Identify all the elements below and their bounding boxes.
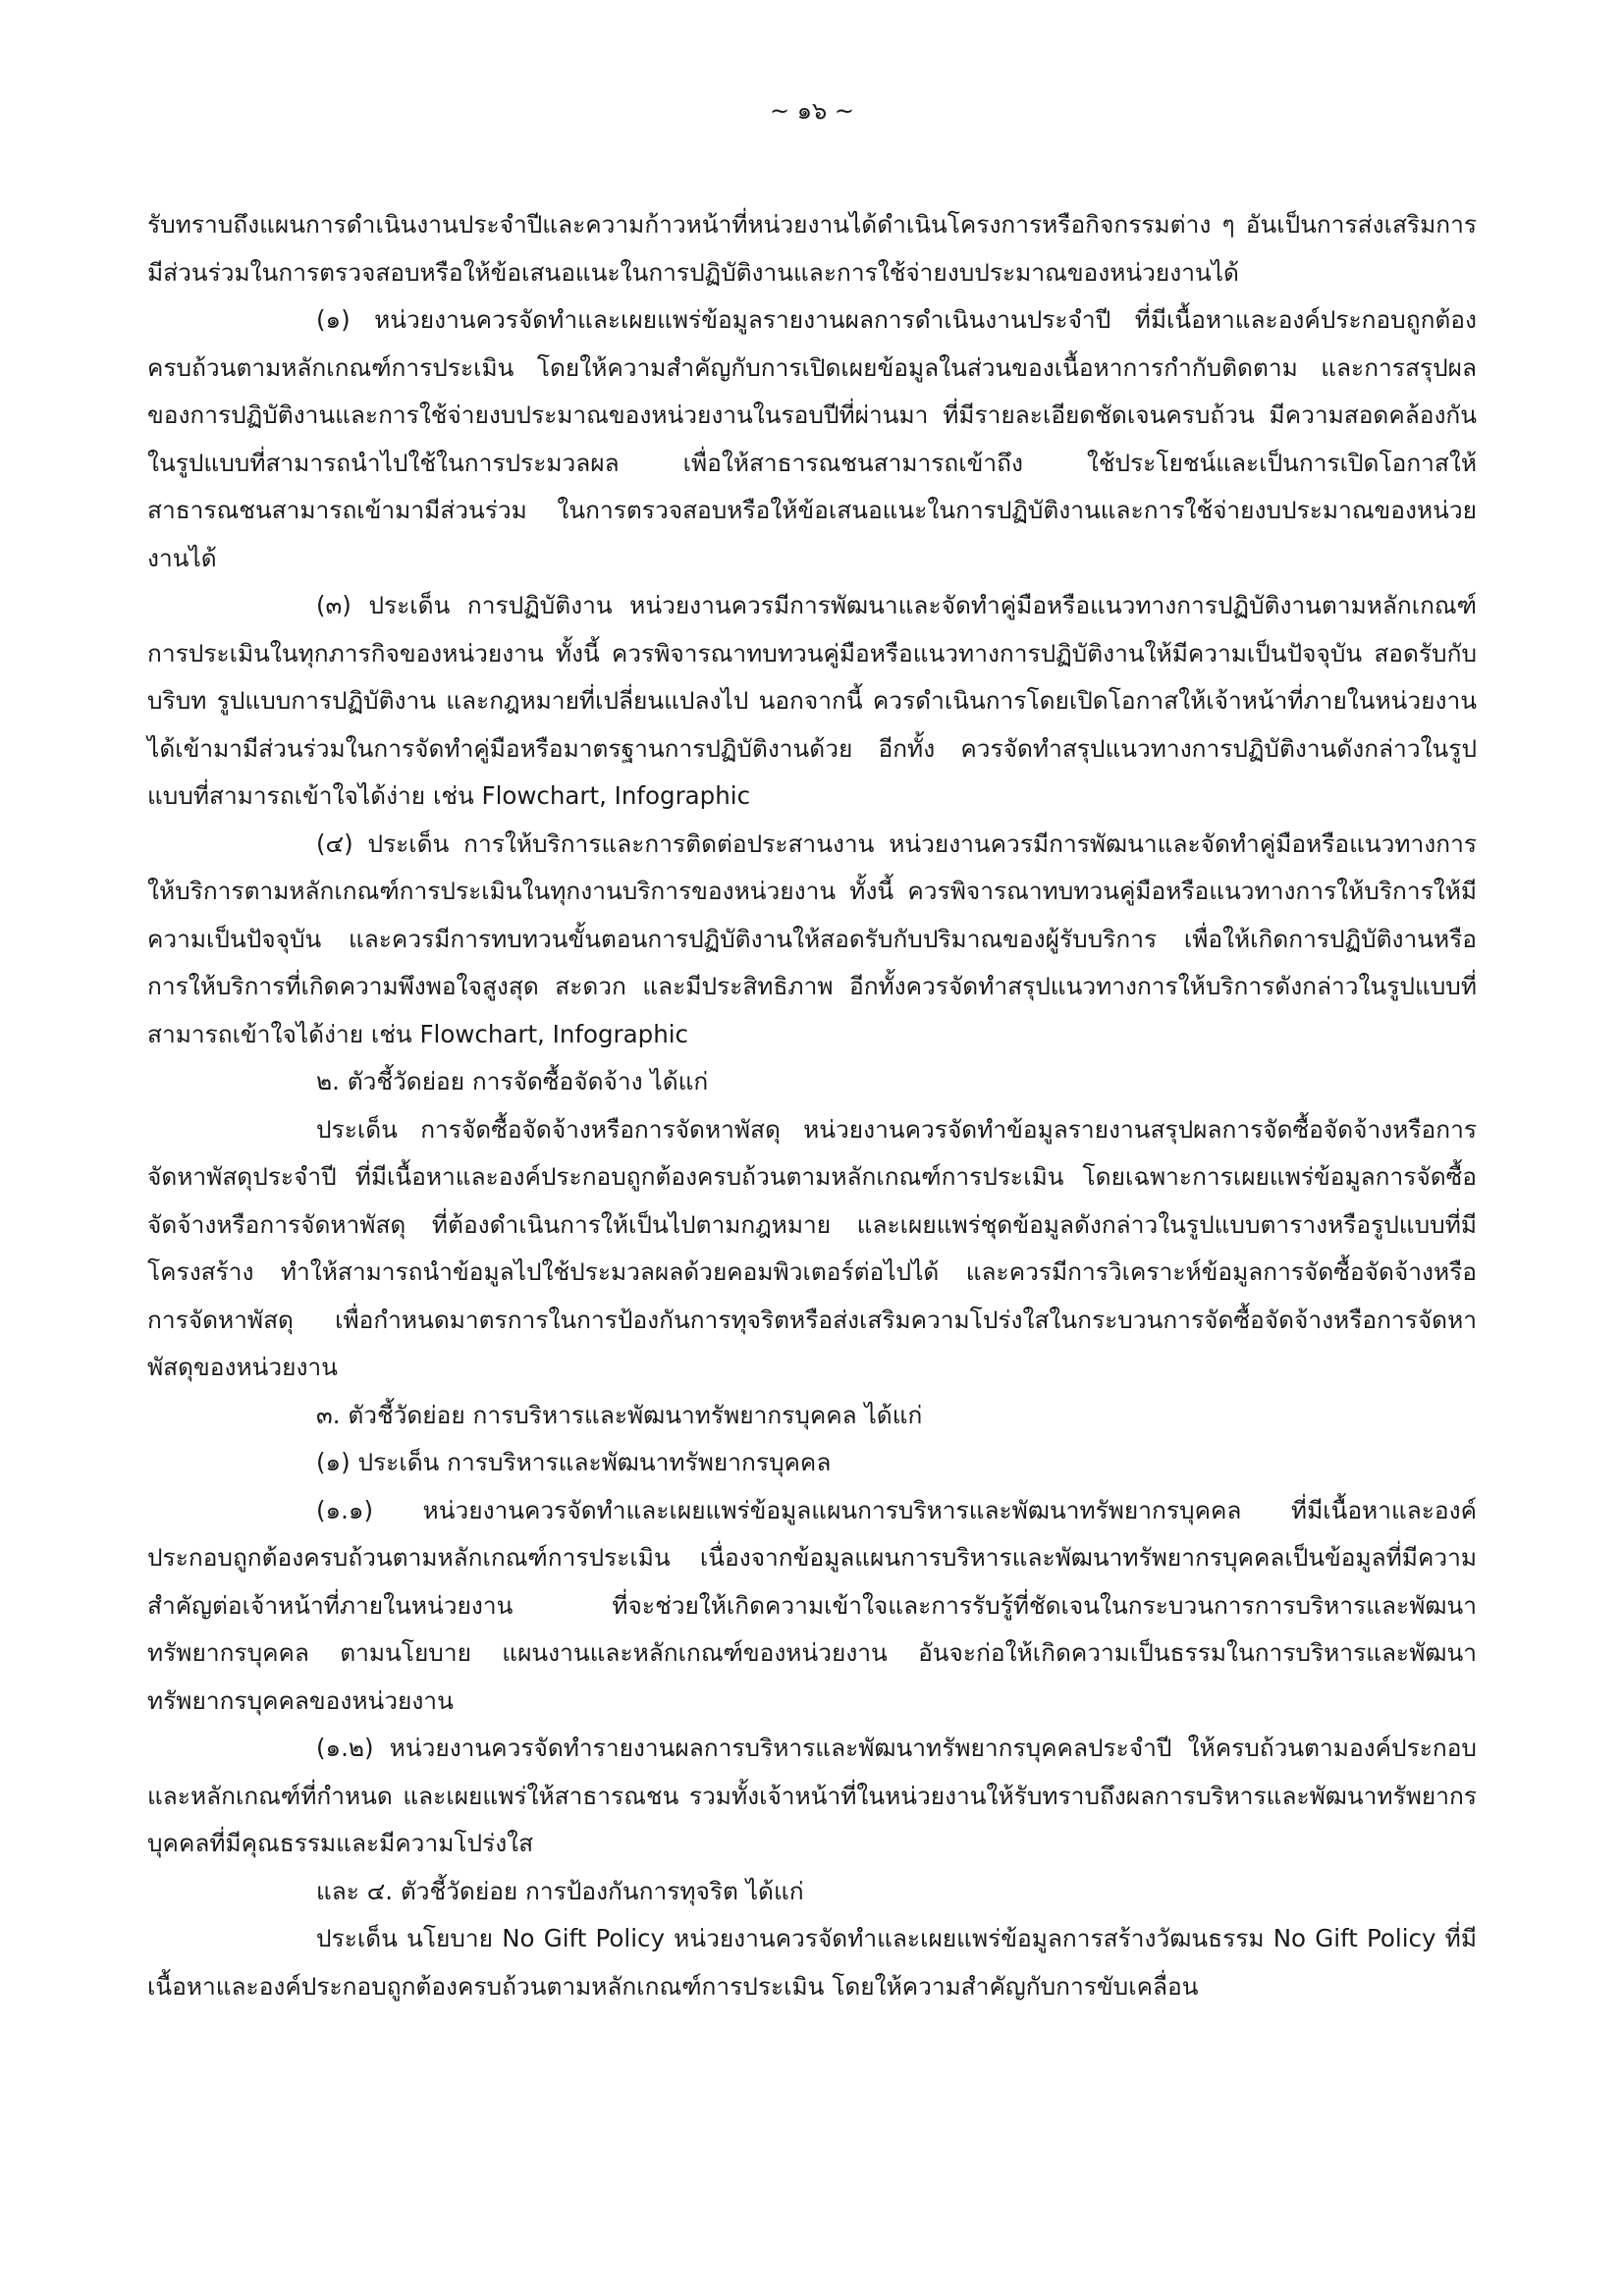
paragraph: (๑.๒) หน่วยงานควรจัดทำรายงานผลการบริหารและพัฒนาทรัพยากรบุคคลประจำปี ให้ครบถ้วนตามองค์ประกอบและหลักเกณฑ์ที่กำหนด และเผยแพร่ให้สาธารณชน รวมทั้งเจ้าหน้าที่ในหน่วยงานให้รับทราบถึงผลการบริหารและพัฒนาทรัพยากรบุคคลที่มีคุณธรรมและมีความโปร่งใส (147, 1734, 1477, 1857)
paragraph: และ ๔. ตัวชี้วัดย่อย การป้องกันการทุจริต ได้แก่ (316, 1876, 804, 1905)
paragraph: รับทราบถึงแผนการดำเนินงานประจำปีและความก้าวหน้าที่หน่วยงานได้ดำเนินโครงการหรือกิจกรรมต่าง ๆ อันเป็นการส่งเสริมการมีส่วนร่วมในการตรวจสอบหรือให้ข้อเสนอแนะในการปฏิบัติงานและการใช้จ่ายงบประมาณของหน่วยงานได้ (147, 210, 1477, 287)
paragraph: (๔) ประเด็น การให้บริการและการติดต่อประสานงาน หน่วยงานควรมีการพัฒนาและจัดทำคู่มือหรือแนวทางการให้บริการตามหลักเกณฑ์การประเมินในทุกงานบริการของหน่วยงาน ทั้งนี้ ควรพิจารณาทบทวนคู่มือหรือแนวทางการให้บริการให้มีความเป็นปัจจุบัน และควรมีการทบทวนขั้นตอนการปฏิบัติงานให้สอดรับกับปริมาณของผู้รับบริการ เพื่อให้เกิดการปฏิบัติงานหรือการให้บริการที่เกิดความพึงพอใจสูงสุด สะดวก และมีประสิทธิภาพ อีกทั้งควรจัดทำสรุปแนวทางการให้บริการดังกล่าวในรูปแบบที่สามารถเข้าใจได้ง่าย เช่น Flowchart, Infographic (147, 828, 1477, 1048)
page-number: ~ ๑๖ ~ (770, 97, 854, 125)
document-body (147, 201, 1477, 2010)
paragraph: ประเด็น นโยบาย No Gift Policy หน่วยงานควรจัดทำและเผยแพร่ข้อมูลการสร้างวัฒนธรรม No Gift Policy ที่มีเนื้อหาและองค์ประกอบถูกต้องครบถ้วนตามหลักเกณฑ์การประเมิน โดยให้ความสำคัญกับการขับเคลื่อน (147, 1924, 1477, 2001)
paragraph: ประเด็น การจัดซื้อจัดจ้างหรือการจัดหาพัสดุ หน่วยงานควรจัดทำข้อมูลรายงานสรุปผลการจัดซื้อจัดจ้างหรือการจัดหาพัสดุประจำปี ที่มีเนื้อหาและองค์ประกอบถูกต้องครบถ้วนตามหลักเกณฑ์การประเมิน โดยเฉพาะการเผยแพร่ข้อมูลการจัดซื้อจัดจ้างหรือการจัดหาพัสดุ ที่ต้องดำเนินการให้เป็นไปตามกฎหมาย และเผยแพร่ชุดข้อมูลดังกล่าวในรูปแบบตารางหรือรูปแบบที่มีโครงสร้าง ทำให้สามารถนำข้อมูลไปใช้ประมวลผลด้วยคอมพิวเตอร์ต่อไปได้ และควรมีการวิเคราะห์ข้อมูลการจัดซื้อจัดจ้างหรือการจัดหาพัสดุ เพื่อกำหนดมาตรการในการป้องกันการทุจริตหรือส่งเสริมความโปร่งใสในกระบวนการจัดซื้อจัดจ้างหรือการจัดหาพัสดุของหน่วยงาน (147, 1114, 1477, 1381)
paragraph: (๓) ประเด็น การปฏิบัติงาน หน่วยงานควรมีการพัฒนาและจัดทำคู่มือหรือแนวทางการปฏิบัติงานตามหลักเกณฑ์การประเมินในทุกภารกิจของหน่วยงาน ทั้งนี้ ควรพิจารณาทบทวนคู่มือหรือแนวทางการปฏิบัติงานให้มีความเป็นปัจจุบัน สอดรับกับบริบท รูปแบบการปฏิบัติงาน และกฎหมายที่เปลี่ยนแปลงไป นอกจากนี้ ควรดำเนินการโดยเปิดโอกาสให้เจ้าหน้าที่ภายในหน่วยงาน ได้เข้ามามีส่วนร่วมในการจัดทำคู่มือหรือมาตรฐานการปฏิบัติงานด้วย อีกทั้ง ควรจัดทำสรุปแนวทางการปฏิบัติงานดังกล่าวในรูปแบบที่สามารถเข้าใจได้ง่าย เช่น Flowchart, Infographic (147, 591, 1477, 810)
paragraph: (๑) หน่วยงานควรจัดทำและเผยแพร่ข้อมูลรายงานผลการดำเนินงานประจำปี ที่มีเนื้อหาและองค์ประกอบถูกต้องครบถ้วนตามหลักเกณฑ์การประเมิน โดยให้ความสำคัญกับการเปิดเผยข้อมูลในส่วนของเนื้อหาการกำกับติดตาม และการสรุปผลของการปฏิบัติงานและการใช้จ่ายงบประมาณของหน่วยงานในรอบปีที่ผ่านมา ที่มีรายละเอียดชัดเจนครบถ้วน มีความสอดคล้องกัน ในรูปแบบที่สามารถนำไปใช้ในการประมวลผล เพื่อให้สาธารณชนสามารถเข้าถึง ใช้ประโยชน์และเป็นการเปิดโอกาสให้สาธารณชนสามารถเข้ามามีส่วนร่วม ในการตรวจสอบหรือให้ข้อเสนอแนะในการปฏิบัติงานและการใช้จ่ายงบประมาณของหน่วยงานได้ (147, 305, 1477, 572)
paragraph: ๒. ตัวชี้วัดย่อย การจัดซื้อจัดจ้าง ได้แก่ (316, 1067, 709, 1095)
paragraph: (๑.๑) หน่วยงานควรจัดทำและเผยแพร่ข้อมูลแผนการบริหารและพัฒนาทรัพยากรบุคคล ที่มีเนื้อหาและองค์ประกอบถูกต้องครบถ้วนตามหลักเกณฑ์การประเมิน เนื่องจากข้อมูลแผนการบริหารและพัฒนาทรัพยากรบุคคลเป็นข้อมูลที่มีความสำคัญต่อเจ้าหน้าที่ภายในหน่วยงาน ที่จะช่วยให้เกิดความเข้าใจและการรับรู้ที่ชัดเจนในกระบวนการการบริหารและพัฒนาทรัพยากรบุคคล ตามนโยบาย แผนงานและหลักเกณฑ์ของหน่วยงาน อันจะก่อให้เกิดความเป็นธรรมในการบริหารและพัฒนาทรัพยากรบุคคลของหน่วยงาน (147, 1495, 1477, 1715)
paragraph: ๓. ตัวชี้วัดย่อย การบริหารและพัฒนาทรัพยากรบุคคล ได้แก่ (316, 1400, 923, 1429)
paragraph: (๑) ประเด็น การบริหารและพัฒนาทรัพยากรบุคคล (316, 1448, 832, 1476)
